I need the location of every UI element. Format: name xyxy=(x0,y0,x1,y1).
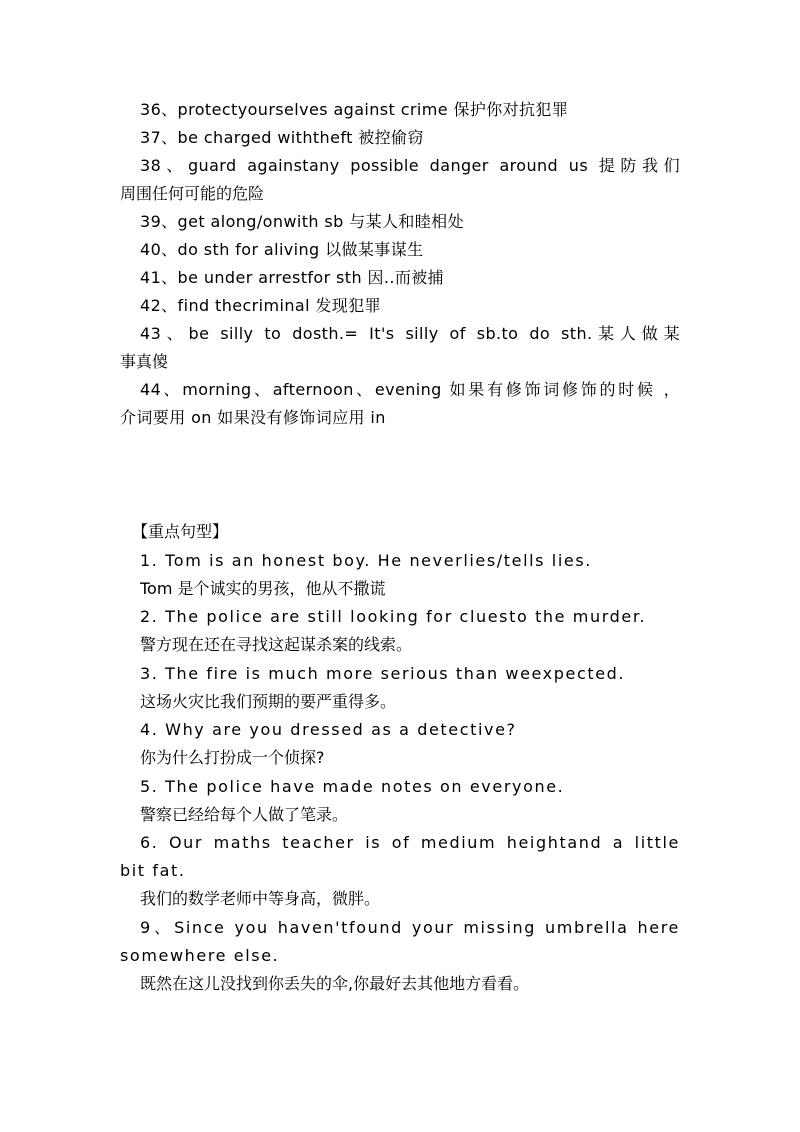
phrase-38-line1: 38、guard againstany possible danger around us 提防我们 xyxy=(140,156,680,175)
sentence-3-english: 3. The fire is much more serious than weexpected. xyxy=(140,664,626,683)
phrase-44-line2: 介词要用 on 如果没有修饰词应用 in xyxy=(120,408,386,427)
sentence-6-chinese: 我们的数学老师中等身高，微胖。 xyxy=(140,889,381,908)
phrase-41: 41、be under arrestfor sth 因..而被捕 xyxy=(140,268,445,287)
sentence-1-english: 1. Tom is an honest boy. He neverlies/tells lies. xyxy=(140,551,592,570)
phrase-40: 40、do sth for aliving 以做某事谋生 xyxy=(140,240,424,259)
section-heading: 【重点句型】 xyxy=(132,522,229,541)
sentence-4-english: 4. Why are you dressed as a detective? xyxy=(140,720,517,739)
phrase-42: 42、find thecriminal 发现犯罪 xyxy=(140,296,382,315)
phrase-37: 37、be charged withtheft 被控偷窃 xyxy=(140,128,424,147)
sentence-9-english-line1: 9、Since you haven'tfound your missing umbrella here xyxy=(140,918,680,937)
sentence-1-chinese: Tom 是个诚实的男孩，他从不撒谎 xyxy=(140,579,386,598)
phrase-39: 39、get along/onwith sb 与某人和睦相处 xyxy=(140,212,464,231)
sentence-6-english-line2: bit fat. xyxy=(120,861,186,880)
sentence-4-chinese: 你为什么打扮成一个侦探? xyxy=(140,748,325,767)
phrase-38-line2: 周围任何可能的危险 xyxy=(120,184,265,203)
phrase-36: 36、protectyourselves against crime 保护你对抗犯罪 xyxy=(140,100,569,119)
sentence-2-chinese: 警方现在还在寻找这起谋杀案的线索。 xyxy=(140,635,413,654)
sentence-6-english-line1: 6. Our maths teacher is of medium heightand a little xyxy=(140,833,680,852)
sentence-2-english: 2. The police are still looking for cluesto the murder. xyxy=(140,607,647,626)
phrase-43-line1: 43、be silly to dosth.= It's silly of sb.to do sth.某人做某 xyxy=(140,324,680,343)
phrase-43-line2: 事真傻 xyxy=(120,352,169,371)
sentence-9-english-line2: somewhere else. xyxy=(120,946,280,965)
phrase-44-line1: 44、morning、afternoon、evening 如果有修饰词修饰的时候 ， xyxy=(140,380,680,399)
sentence-3-chinese: 这场火灾比我们预期的要严重得多。 xyxy=(140,692,397,711)
sentence-5-chinese: 警察已经给每个人做了笔录。 xyxy=(140,805,349,824)
sentence-9-chinese: 既然在这儿没找到你丢失的伞,你最好去其他地方看看。 xyxy=(140,974,530,993)
sentence-5-english: 5. The police have made notes on everyone. xyxy=(140,777,565,796)
